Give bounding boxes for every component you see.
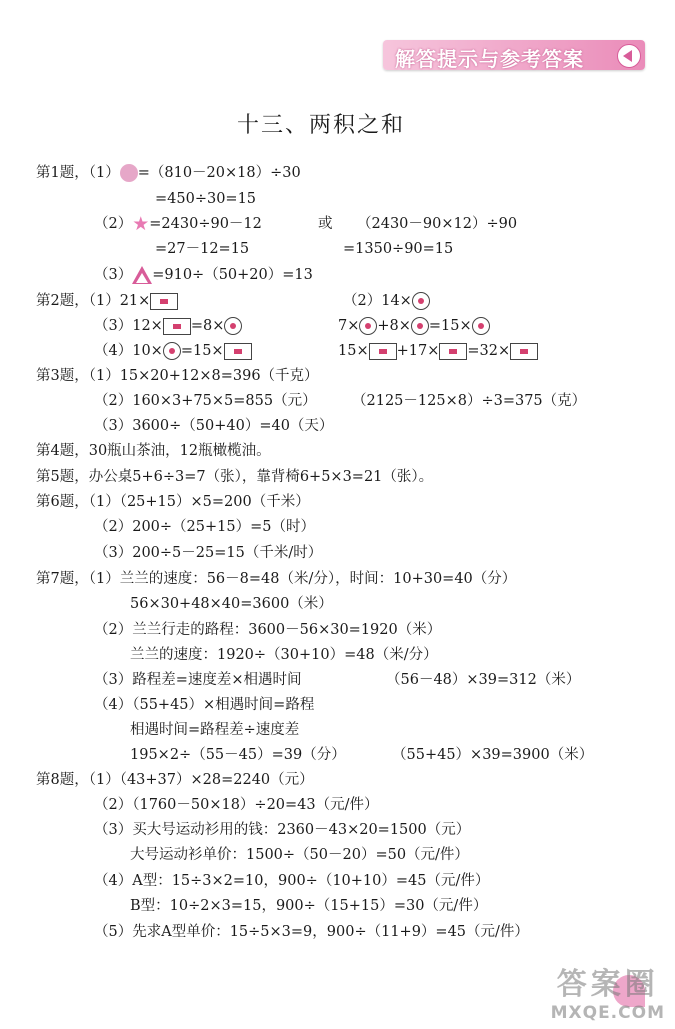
q7-label: 第7题，: [36, 571, 89, 587]
q2-l1-part-a: （1）21×: [88, 293, 151, 309]
q2-l3-part-e: =32×: [467, 343, 511, 359]
q2-line-3: [94, 341, 252, 361]
watermark: [551, 959, 665, 1023]
q3-l1-text: （1）15×20+12×8=396（千克）: [88, 368, 319, 384]
target-circle-icon: [163, 342, 181, 360]
q4-line: 第4题，30瓶山茶油，12瓶橄榄油。: [36, 443, 271, 459]
watermark-line-2: MXQE.COM: [550, 1003, 665, 1023]
q3-line-1: [36, 366, 319, 386]
q2-line-2-right: [338, 316, 490, 336]
q3-line-3: （3）3600÷（50+40）=40（天）: [94, 418, 334, 434]
q2-l2-part-b: =8×: [190, 318, 225, 334]
q6-label: 第6题，: [36, 494, 89, 510]
q3-label: 第3题，: [36, 368, 89, 384]
q7-line-1: [36, 569, 516, 589]
q2-l1-part-b: （2）14×: [343, 293, 412, 309]
triangle-icon: [132, 266, 152, 284]
q7-line-8-right: （55+45）×39=3900（米）: [392, 747, 594, 763]
q6-l1-text: （1）（25+15）×5=200（千米）: [88, 494, 310, 510]
q7-line-6: （4）（55+45）×相遇时间=路程: [94, 697, 315, 713]
q7-l1-text: （1）兰兰的速度：56－8=48（米/分），时间：10+30=40（分）: [88, 571, 517, 587]
flag-box-icon: [510, 343, 538, 360]
q1-label: 第1题，: [36, 165, 89, 181]
q1-l5-part-a: （3）: [94, 267, 133, 283]
q7-line-4: 兰兰的速度：1920÷（30+10）=48（米/分）: [130, 647, 438, 663]
q7-line-8: 195×2÷（55－45）=39（分）: [130, 747, 346, 763]
target-circle-icon: [359, 317, 377, 335]
q8-line-4: 大号运动衫单价：1500÷（50－20）=50（元/件）: [130, 847, 469, 863]
q2-l2-part-e: =15×: [428, 318, 472, 334]
q8-line-2: （2）（1760－50×18）÷20=43（元/件）: [94, 797, 379, 813]
q1-or: 或: [318, 216, 333, 232]
q7-line-7: 相遇时间=路程差÷速度差: [130, 722, 300, 738]
target-circle-icon: [224, 317, 242, 335]
q5-line: 第5题，办公桌5+6÷3=7（张），靠背椅6+5×3=21（张）。: [36, 469, 434, 485]
q6-line-2: （2）200÷（25+15）=5（时）: [94, 519, 315, 535]
watermark-line-1: 答案圈: [556, 967, 659, 1002]
q1-line-4: =27－12=15: [155, 241, 250, 257]
q8-line-5: （4）A型：15÷3×2=10，900÷（10+10）=45（元/件）: [94, 873, 490, 889]
pink-circle-icon: [120, 164, 138, 182]
q2-line-2: [94, 316, 242, 336]
q3-line-2-right: （2125－125×8）÷3=375（克）: [352, 393, 587, 409]
q6-line-3: （3）200÷5－25=15（千米/时）: [94, 545, 323, 561]
q1-line-2: =450÷30=15: [155, 191, 257, 207]
q2-label: 第2题，: [36, 293, 89, 309]
q1-line-3: [94, 214, 262, 234]
q6-line-1: [36, 492, 310, 512]
target-circle-icon: [412, 292, 430, 310]
q2-l3-part-c: 15×: [338, 343, 369, 359]
q8-line-6: B型：10÷2×3=15，900÷（15+15）=30（元/件）: [130, 898, 488, 914]
q2-line-1: [36, 291, 178, 311]
q2-l2-part-d: +8×: [377, 318, 411, 334]
q1-line-1: [36, 163, 301, 183]
q2-l2-part-a: （3）12×: [94, 318, 163, 334]
section-header-label: 解答提示与参考答案: [395, 47, 584, 71]
q7-line-5: （3）路程差=速度差×相遇时间: [94, 672, 302, 688]
q1-l1-part-a: （1）: [88, 165, 120, 181]
q1-line-3-alt: （2430－90×12）÷90: [357, 216, 518, 232]
q3-line-2: （2）160×3+75×5=855（元）: [94, 393, 317, 409]
q8-label: 第8题，: [36, 772, 89, 788]
q7-line-2: 56×30+48×40=3600（米）: [130, 596, 333, 612]
target-circle-icon: [411, 317, 429, 335]
section-header-banner: [383, 40, 645, 70]
q7-line-5-right: （56－48）×39=312（米）: [386, 672, 581, 688]
q8-line-1: [36, 770, 314, 790]
q2-l3-part-b: =15×: [180, 343, 224, 359]
q2-l2-part-c: 7×: [338, 318, 360, 334]
page-title: 十三、两积之和: [236, 113, 405, 138]
q8-l1-text: （1）（43+37）×28=2240（元）: [88, 772, 314, 788]
q7-line-3: （2）兰兰行走的路程：3600－56×30=1920（米）: [94, 622, 442, 638]
q1-l3-part-a: （2）: [94, 216, 133, 232]
flag-box-icon: [150, 293, 178, 310]
flag-box-icon: [439, 343, 467, 360]
q1-l1-part-b: =（810－20×18）÷30: [137, 165, 301, 181]
q8-line-3: （3）买大号运动衫用的钱：2360－43×20=1500（元）: [94, 822, 471, 838]
q1-line-5: [94, 265, 313, 285]
target-circle-icon: [472, 317, 490, 335]
q2-line-1-right: [343, 291, 430, 311]
q1-line-4-alt: =1350÷90=15: [343, 241, 454, 257]
q1-l5-part-b: =910÷（50+20）=13: [152, 267, 313, 283]
q2-l3-part-d: +17×: [396, 343, 440, 359]
q1-l3-part-b: =2430÷90－12: [149, 216, 262, 232]
q2-l3-part-a: （4）10×: [94, 343, 163, 359]
q2-line-3-right: [338, 341, 538, 361]
flag-box-icon: [163, 318, 191, 335]
flag-box-icon: [369, 343, 397, 360]
q8-line-7: （5）先求A型单价：15÷5×3=9，900÷（11+9）=45（元/件）: [94, 924, 529, 940]
flag-box-icon: [224, 343, 252, 360]
back-arrow-icon: [617, 44, 641, 68]
star-icon: ★: [132, 213, 150, 235]
